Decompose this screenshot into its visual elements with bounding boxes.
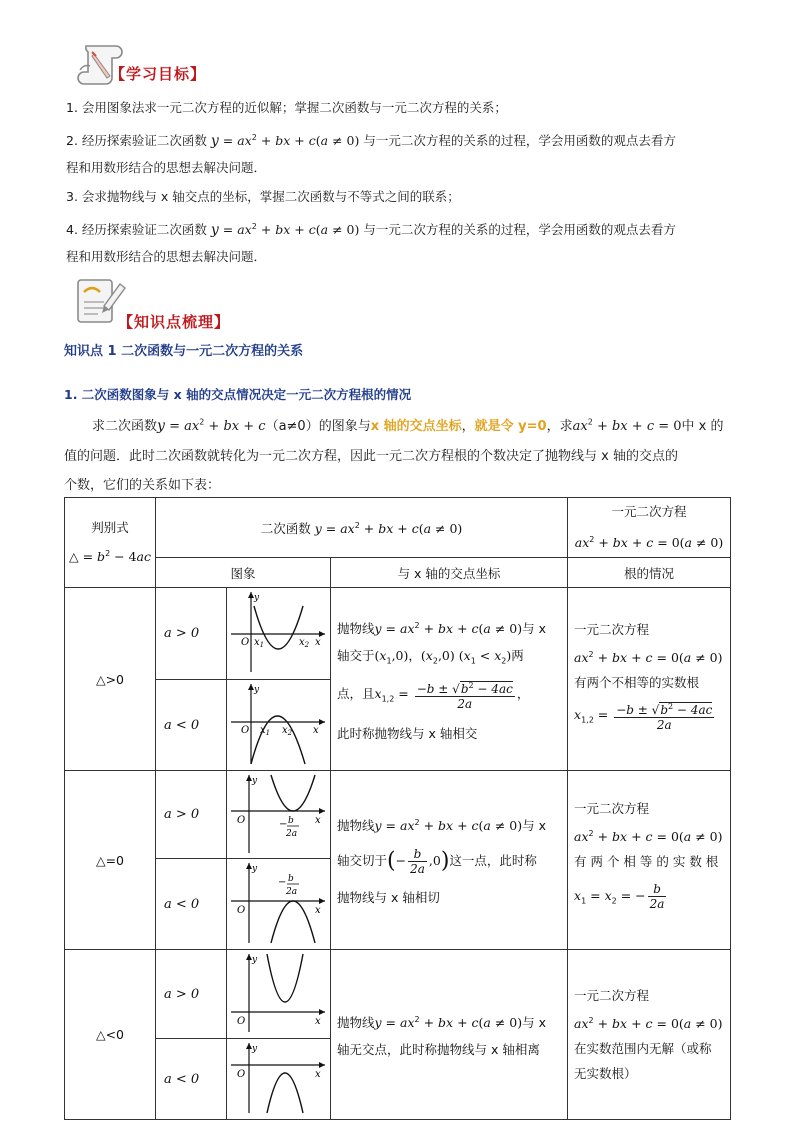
- svg-text:x1: $x_1$: [254, 637, 265, 650]
- goal-1: 1. 会用图象法求一元二次方程的近似解；掌握二次函数与一元二次方程的关系；: [66, 100, 507, 115]
- goal-2-line2: 程和用数形结合的思想去解决问题．: [66, 160, 267, 175]
- graph-tangent-down: [227, 859, 331, 950]
- condition-a-positive-3: a > 0: [156, 950, 227, 1039]
- graph-no-roots-up: [227, 950, 331, 1039]
- condition-a-negative: a < 0: [156, 680, 227, 771]
- highlight-let-y-zero: 就是令 y=0: [474, 419, 547, 434]
- svg-text:O: O: [237, 815, 246, 827]
- graph-two-roots-up: [227, 588, 331, 680]
- condition-a-negative-3: a < 0: [156, 1039, 227, 1120]
- condition-a-positive: a > 0: [156, 588, 227, 680]
- svg-text:b: b: [288, 816, 294, 827]
- svg-text:x: x: [315, 1069, 321, 1081]
- svg-text:x: x: [315, 1016, 321, 1028]
- intersect-desc-none: 抛物线$y = ax^2$ + bx + c(a ≠ 0)与 x 轴无交点，此时称抛物线与 x 轴相离: [331, 950, 568, 1120]
- svg-text:O: O: [237, 1069, 246, 1081]
- quadratic-formula: y: [210, 133, 219, 150]
- goal-4-line2: 程和用数形结合的思想去解决问题．: [66, 249, 267, 264]
- graph-no-roots-down: [227, 1039, 331, 1120]
- goal-2: 2. 经历探索验证二次函数 $y = ax^2$ + bx + c(a ≠ 0) 与一元二次方程的关系的过程，学会用函数的观点去看方: [66, 133, 676, 150]
- graph-two-roots-down: [227, 680, 331, 771]
- svg-text:−: −: [279, 819, 288, 831]
- svg-text:O: O: [241, 725, 250, 737]
- intersect-desc-one: 抛物线$y = ax^2$ + bx + c(a ≠ 0)与 x 轴交切于(− $\frac{b}{2a}$ ,0)这一点，此时称 抛物线与 x 轴相切: [331, 771, 568, 950]
- intro-line-1: 求二次函数$y = ax^2$ + bx + c（a≠0）的图象与x 轴的交点坐标，就是令 y=0，求$ax^2$ + bx + c = 0中 x 的: [92, 417, 724, 434]
- intersection-column-header: 与 x 轴的交点坐标: [331, 558, 568, 588]
- roots-desc-two: 一元二次方程 $ax^2$ + bx + c = 0(a ≠ 0) 有两个不相等的实数根 $x_{1,2}$ = $\frac{-b \pm √b^2 - 4ac}{2a}$: [568, 588, 731, 771]
- svg-text:x2: $x_2$: [282, 725, 293, 738]
- svg-text:x1: $x_1$: [260, 725, 271, 738]
- svg-text:y: y: [252, 864, 258, 875]
- intro-line-2: 值的问题．此时二次函数就转化为一元二次方程，因此一元二次方程根的个数决定了抛物线与 x 轴的交点的: [64, 449, 678, 464]
- svg-text:x2: $x_2$: [299, 637, 310, 650]
- highlight-x-intersect: x 轴的交点坐标: [370, 419, 462, 434]
- svg-text:y: y: [252, 1044, 258, 1055]
- roots-column-header: 根的情况: [568, 558, 731, 588]
- svg-text:b: b: [288, 874, 294, 885]
- svg-text:O: O: [237, 1016, 246, 1028]
- svg-text:2a: 2a: [286, 887, 298, 898]
- condition-a-negative-2: a < 0: [156, 859, 227, 950]
- svg-text:x: x: [315, 637, 321, 649]
- svg-text:x: x: [315, 905, 321, 917]
- discriminant-header: 判别式 △ = $b^2 - 4ac$: [65, 498, 156, 588]
- condition-a-positive-2: a > 0: [156, 771, 227, 859]
- learning-goals-banner: 【学习目标】: [110, 65, 207, 83]
- roots-desc-none: 一元二次方程 $ax^2$ + bx + c = 0(a ≠ 0) 在实数范围内无解（或称 无实数根）: [568, 950, 731, 1120]
- svg-text:y: y: [254, 685, 260, 696]
- intro-line-3: 个数，它们的关系如下表：: [64, 478, 221, 493]
- goal-3: 3. 会求抛物线与 x 轴交点的坐标，掌握二次函数与不等式之间的联系；: [66, 189, 460, 204]
- svg-text:−: −: [278, 877, 287, 889]
- graph-column-header: 图象: [156, 558, 331, 588]
- svg-text:x: x: [315, 815, 321, 827]
- roots-desc-one: 一元二次方程 $ax^2$ + bx + c = 0(a ≠ 0) 有 两 个 相 等 的 实 数 根 $x_1 = x_2$ = − $\frac{b}{2a}$: [568, 771, 731, 950]
- delta-zero-label: △=0: [65, 771, 156, 950]
- graph-tangent-up: [227, 771, 331, 859]
- svg-text:y: y: [252, 776, 258, 787]
- equation-header: 一元二次方程 $ax^2$ + bx + c = 0(a ≠ 0): [568, 498, 731, 558]
- intersect-desc-two: 抛物线$y = ax^2$ + bx + c(a ≠ 0)与 x 轴交于$(x_1,0)$，$(x_2,0) (x_1 < x_2)$两 点，且$x_{1,2}$ = $\frac{-b \pm √b^2 - 4ac}{2a}$ ， 此时称抛物线与 x 轴相交: [331, 588, 568, 771]
- delta-positive-label: △>0: [65, 588, 156, 771]
- goal-4: 4. 经历探索验证二次函数 $y = ax^2$ + bx + c(a ≠ 0) 与一元二次方程的关系的过程，学会用函数的观点去看方: [66, 222, 676, 239]
- knowledge-point-title: 知识点 1 二次函数与一元二次方程的关系: [64, 344, 304, 359]
- svg-text:O: O: [237, 905, 246, 917]
- relationship-table: [64, 497, 731, 1120]
- svg-text:O: O: [241, 637, 250, 649]
- svg-text:y: y: [254, 593, 260, 604]
- delta-negative-label: △<0: [65, 950, 156, 1120]
- section-title: 1. 二次函数图象与 x 轴的交点情况决定一元二次方程根的情况: [64, 387, 412, 402]
- svg-text:x: x: [313, 725, 319, 737]
- knowledge-banner: 【知识点梳理】: [118, 313, 231, 331]
- function-header: 二次函数 $y = ax^2$ + bx + c(a ≠ 0): [156, 498, 568, 558]
- svg-text:y: y: [252, 955, 258, 966]
- svg-text:2a: 2a: [286, 829, 298, 840]
